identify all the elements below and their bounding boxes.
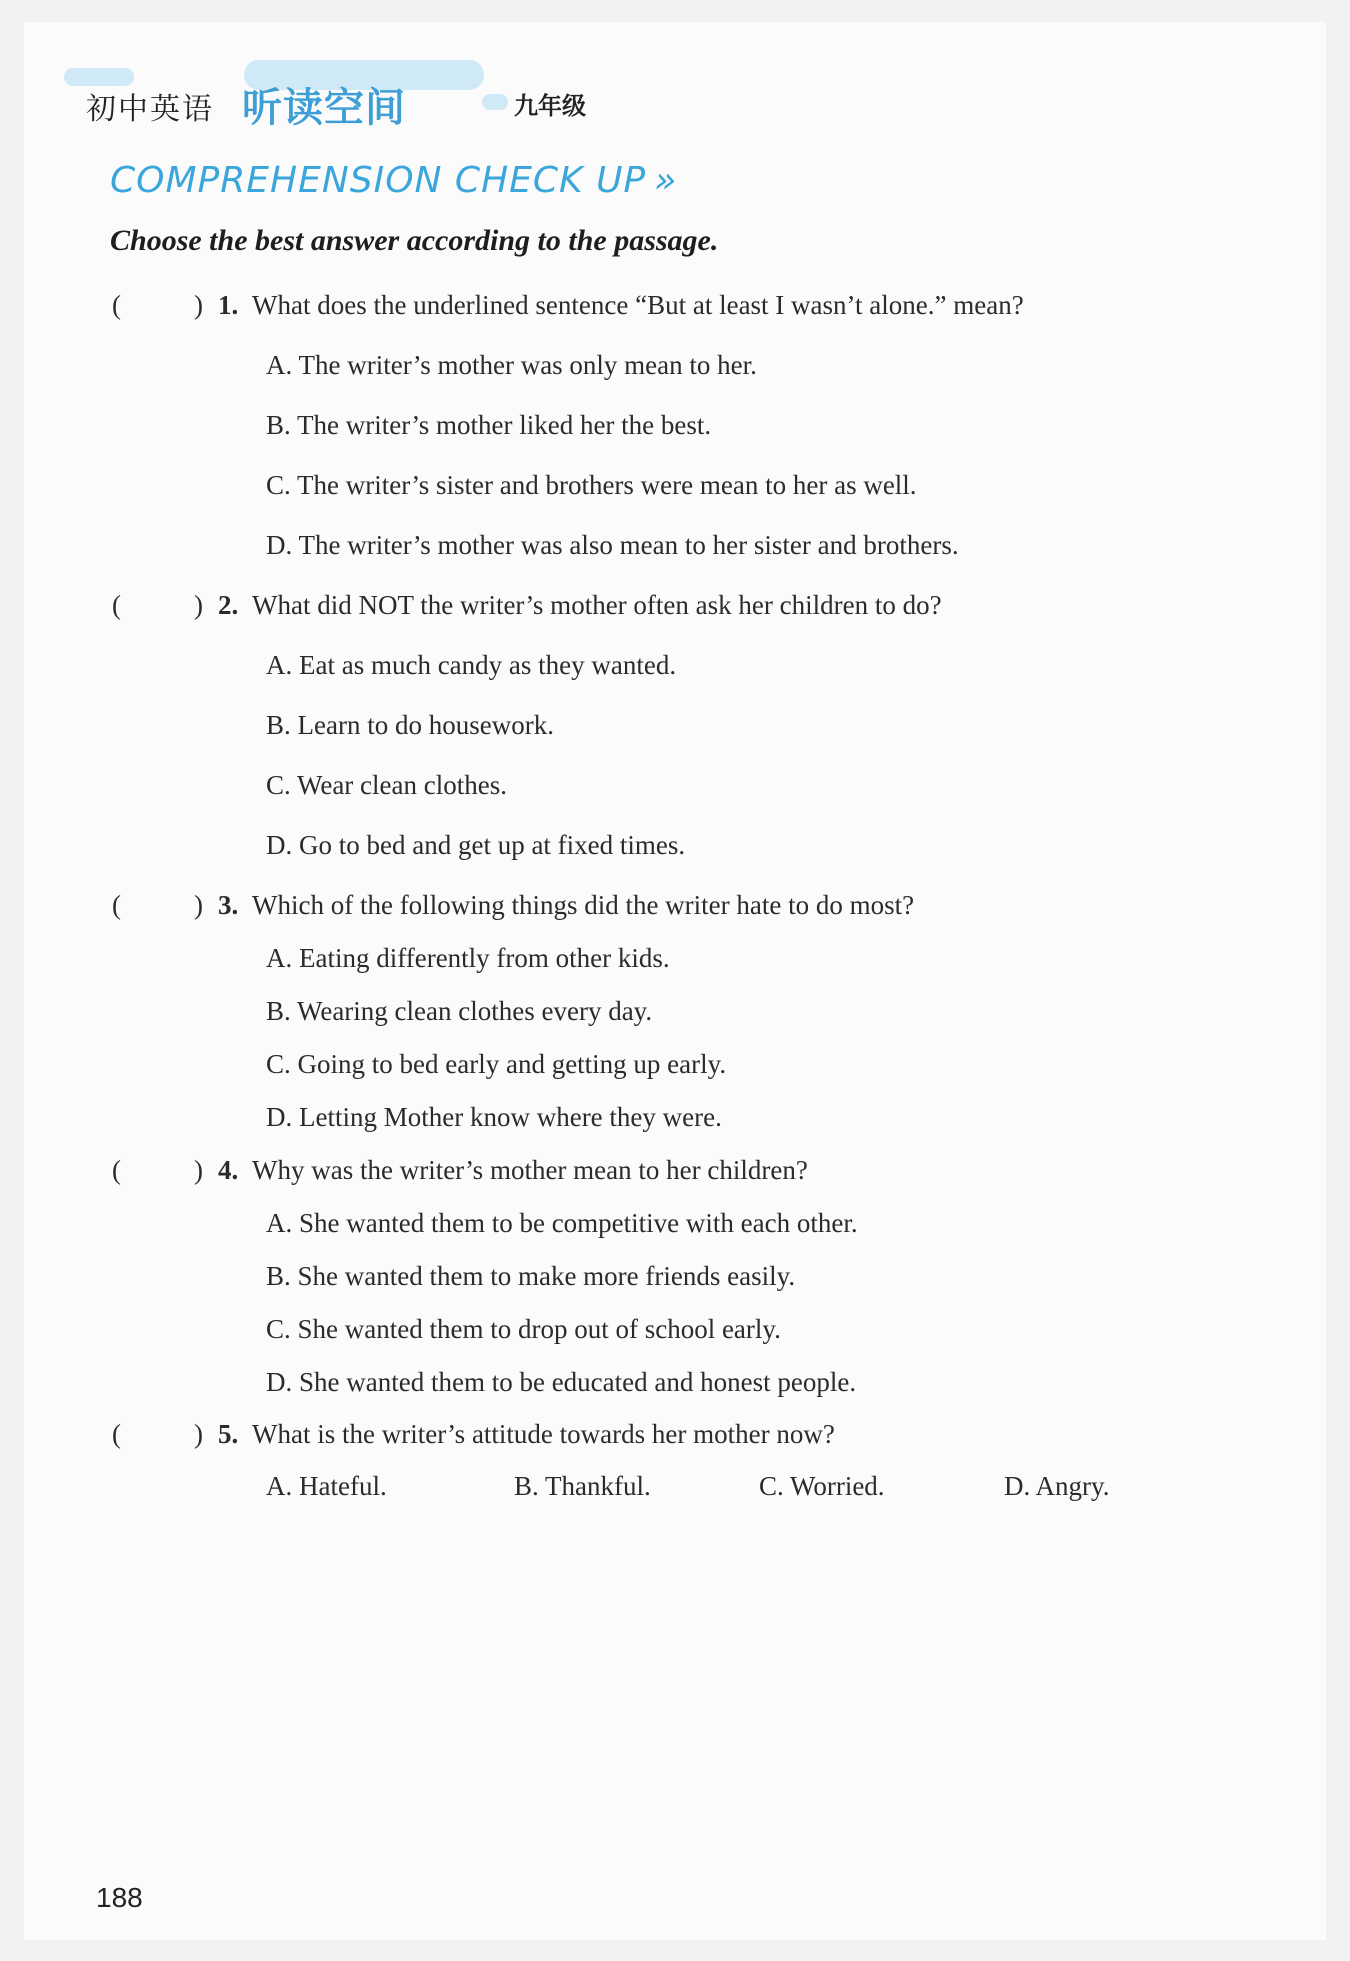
option-d: D. She wanted them to be educated and honest people. — [266, 1367, 857, 1397]
question-stem: What does the underlined sentence “But at least I wasn’t alone.” mean? — [252, 290, 1024, 320]
option-a: A. She wanted them to be competitive with each other. — [266, 1208, 858, 1238]
book-brand-logo: 听读空间 — [242, 85, 406, 131]
option-a: A. Eat as much candy as they wanted. — [266, 650, 677, 680]
option-d: D. Angry. — [1004, 1471, 1110, 1501]
answer-blank-close: ) — [194, 290, 203, 320]
option-c: C. She wanted them to drop out of school early. — [266, 1314, 781, 1344]
option-d: D. The writer’s mother was also mean to her sister and brothers. — [266, 530, 959, 560]
section-title-text: COMPREHENSION CHECK UP — [110, 160, 647, 201]
option-c: C. Worried. — [759, 1471, 885, 1501]
page — [24, 22, 1326, 1940]
answer-blank-open[interactable]: ( — [112, 890, 121, 920]
option-a: A. Eating differently from other kids. — [266, 943, 670, 973]
option-c: C. The writer’s sister and brothers were mean to her as well. — [266, 470, 917, 500]
page-number: 188 — [96, 1882, 143, 1913]
answer-blank-close: ) — [194, 1419, 203, 1449]
option-a: A. The writer’s mother was only mean to her. — [266, 350, 757, 380]
answer-blank-open[interactable]: ( — [112, 290, 121, 320]
question-number: 5. — [218, 1419, 239, 1449]
question-number: 3. — [218, 890, 239, 920]
option-b: B. She wanted them to make more friends easily. — [266, 1261, 796, 1291]
book-label: 初中英语 — [86, 92, 214, 127]
question-number: 4. — [218, 1155, 239, 1185]
question-number: 2. — [218, 590, 239, 620]
question-number: 1. — [218, 290, 239, 320]
book-header — [64, 50, 664, 130]
option-b: B. Learn to do housework. — [266, 710, 554, 740]
double-chevron-icon: » — [654, 160, 678, 201]
question-stem: What did NOT the writer’s mother often ask her children to do? — [252, 590, 942, 620]
section-title — [110, 160, 677, 201]
option-c: C. Wear clean clothes. — [266, 770, 507, 800]
answer-blank-close: ) — [194, 890, 203, 920]
option-b: B. The writer’s mother liked her the best. — [266, 410, 712, 440]
option-c: C. Going to bed early and getting up early. — [266, 1049, 727, 1079]
question-stem: Which of the following things did the writer hate to do most? — [252, 890, 915, 920]
answer-blank-close: ) — [194, 590, 203, 620]
grade-label: 九年级 — [514, 92, 586, 120]
question-stem: What is the writer’s attitude towards her mother now? — [252, 1419, 835, 1449]
option-d: D. Letting Mother know where they were. — [266, 1102, 722, 1132]
option-a: A. Hateful. — [266, 1471, 387, 1501]
option-b: B. Thankful. — [514, 1471, 651, 1501]
answer-blank-open[interactable]: ( — [112, 1419, 121, 1449]
option-b: B. Wearing clean clothes every day. — [266, 996, 653, 1026]
answer-blank-open[interactable]: ( — [112, 1155, 121, 1185]
option-d: D. Go to bed and get up at fixed times. — [266, 830, 686, 860]
answer-blank-open[interactable]: ( — [112, 590, 121, 620]
answer-blank-close: ) — [194, 1155, 203, 1185]
question-stem: Why was the writer’s mother mean to her children? — [252, 1155, 808, 1185]
instruction: Choose the best answer according to the passage. — [110, 224, 719, 257]
cloud-icon — [482, 94, 508, 110]
